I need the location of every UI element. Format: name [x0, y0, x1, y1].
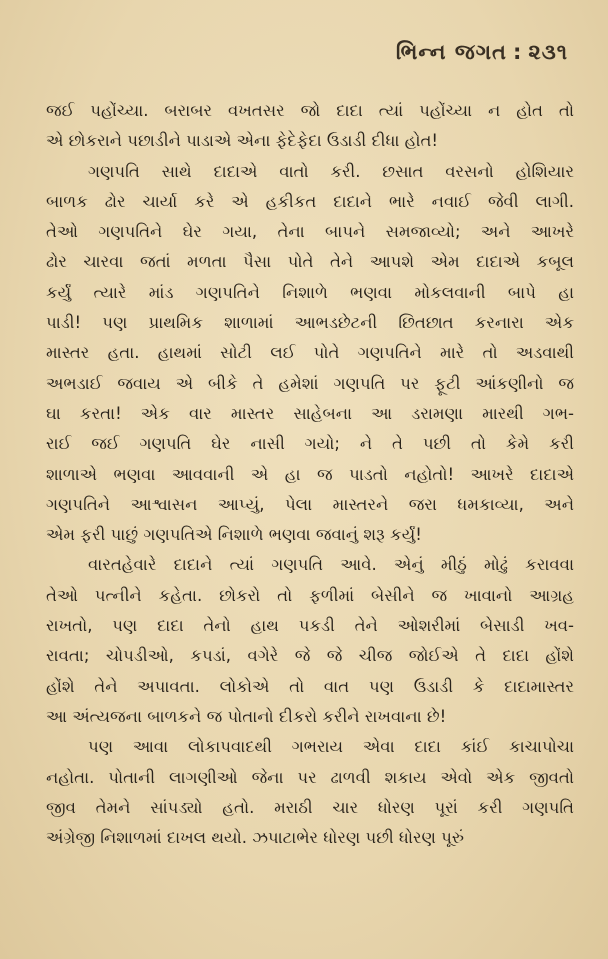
text-line: જઈ પહોંચ્યા. બરાબર વખતસર જો દાદા ત્યાં પહોંચ્યા ન હોત તો	[46, 101, 574, 120]
text-line: વારતહેવારે દાદાને ત્યાં ગણપતિ આવે. એનું મીઠું મોઢું કરાવવા	[88, 555, 574, 575]
text-line: રાખતો, પણ દાદા તેનો હાથ પકડી તેને ઓશરીમાં બેસાડી ખવ-	[46, 616, 574, 636]
paragraph	[46, 550, 574, 732]
text-line: હોંશે તેને અપાવતા. લોકોએ તો વાત પણ ઉડાડી કે દાદામાસ્તર	[46, 676, 574, 696]
text-line: એમ ફરી પાછું ગણપતિએ નિશાળે ભણવા જવાનું શરૂ કર્યું!	[46, 525, 422, 545]
text-line: માસ્તર હતા. હાથમાં સોટી લઈ પોતે ગણપતિને મારે તો અડવાથી	[46, 343, 574, 363]
text-line: શાળાએ ભણવા આવવાની એ હા જ પાડતો નહોતો! આખરે દાદાએ	[46, 464, 574, 484]
paragraph	[46, 157, 574, 551]
text-line: નહોતા. પોતાની લાગણીઓ જેના પર ઢાળવી શકાય એવો એક જીવતો	[46, 767, 574, 787]
text-line: પણ આવા લોકાપવાદથી ગભરાય એવા દાદા કાંઈ કાચાપોચા	[88, 737, 574, 757]
text-line: ગણપતિ સાથે દાદાએ વાતો કરી. છસાત વરસનો હોશિયાર	[88, 161, 574, 181]
text-line: ઘા કરતા! એક વાર માસ્તર સાહેબના આ ડરામણા મારથી ગભ-	[46, 403, 574, 423]
body-text	[46, 96, 574, 853]
text-line: રાવતા; ચોપડીઓ, કપડાં, વગેરે જે જે ચીજ જોઈએ તે દાદા હોંશે	[46, 646, 574, 666]
chapter-title: ભિન્ન જગત	[395, 40, 507, 64]
page-number: ૨૩૧	[528, 40, 568, 64]
text-line: તેઓ ગણપતિને ઘેર ગયા, તેના બાપને સમજાવ્યો; અને આખરે	[46, 222, 574, 242]
text-line: કર્યું ત્યારે માંડ ગણપતિને નિશાળે ભણવા મોકલવાની બાપે હા	[46, 282, 574, 302]
text-line: આ અંત્યજના બાળકને જ પોતાનો દીકરો કરીને રાખવાના છે!	[46, 706, 447, 726]
text-line: એ છોકરાને પછાડીને પાડાએ એના ફેદેફેદા ઉડાડી દીધા હોત!	[46, 131, 439, 151]
text-line: પાડી! પણ પ્રાથમિક શાળામાં આભડછેટની છિતછાત કરનારા એક	[46, 313, 574, 333]
running-header	[396, 40, 568, 65]
text-line: અભડાઈ જવાય એ બીકે તે હમેશાં ગણપતિ પર ફૂટી આંકણીનો જ	[46, 373, 574, 393]
text-line: જીવ તેમને સાંપડ્યો હતો. મરાઠી ચાર ધોરણ પૂરાં કરી ગણપતિ	[46, 797, 574, 817]
paragraph	[46, 732, 574, 853]
header-separator: :	[512, 40, 523, 64]
paragraph	[46, 96, 574, 157]
text-line: રાઈ જઈ ગણપતિ ઘેર નાસી ગયો; ને તે પછી તો કેમે કરી	[46, 434, 574, 454]
text-line: અંગ્રેજી નિશાળમાં દાખલ થયો. ઝપાટાભેર ધોરણ પછી ધોરણ પૂરું	[46, 828, 464, 848]
text-line: ગણપતિને આશ્વાસન આપ્યું, પેલા માસ્તરને જરા ધમકાવ્યા, અને	[46, 494, 574, 514]
text-line: બાળક ઢોર ચાર્યા કરે એ હકીકત દાદાને ભારે નવાઈ જેવી લાગી.	[46, 191, 574, 211]
text-line: ઢોર ચારવા જતાં મળતા પૈસા પોતે તેને આપશે એમ દાદાએ કબૂલ	[46, 252, 574, 272]
text-line: તેઓ પત્નીને કહેતા. છોકરો તો ફળીમાં બેસીને જ ખાવાનો આગ્રહ	[46, 585, 574, 605]
